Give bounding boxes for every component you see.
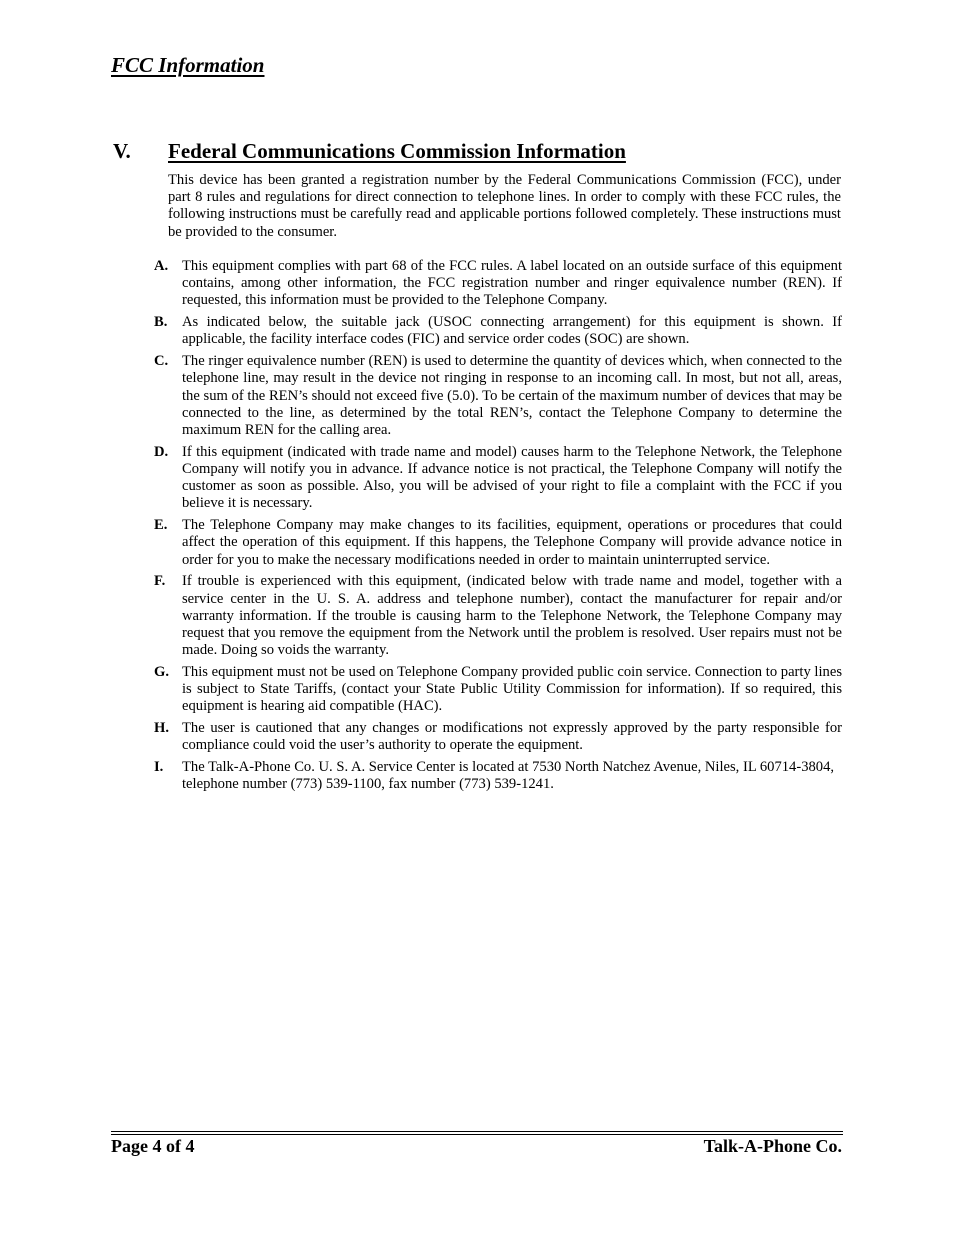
item-letter: B. xyxy=(154,314,168,331)
footer-divider xyxy=(111,1131,843,1135)
item-letter: F. xyxy=(154,573,166,590)
item-text: As indicated below, the suitable jack (USOC connecting arrangement) for this equipment is shown. If applicable, the facility interface codes (FIC) and service order codes (SOC) are shown. xyxy=(182,314,842,348)
item-text: This equipment must not be used on Telephone Company provided public coin service. Connection to party lines is subject to State Tariffs, (contact your State Public Utility Commission for information). If so required, this equipment is hearing aid compatible (HAC). xyxy=(182,664,842,715)
running-header-title: FCC Information xyxy=(111,53,265,77)
item-text: The ringer equivalence number (REN) is used to determine the quantity of devices which, when connected to the telephone line, may result in the device not ringing in response to an incoming call. In most, but not all, areas, the sum of the REN’s should not exceed five (5.0). To be certain of the maximum number of devices that may be connected to the line, as determined by the total REN’s, contact the Telephone Company to determine the maximum REN for the calling area. xyxy=(182,353,842,439)
list-item xyxy=(154,720,842,754)
item-text: If trouble is experienced with this equipment, (indicated below with trade name and model, together with a service center in the U. S. A. address and telephone number), contact the manufacturer for repair and/or warranty information. If the trouble is causing harm to the Telephone Network, the Telephone Company may request that you remove the equipment from the Network until the problem is resolved. User repairs must not be made. Doing so voids the warranty. xyxy=(182,573,842,659)
list-item xyxy=(154,517,842,569)
list-item xyxy=(154,258,842,310)
section-intro-paragraph: This device has been granted a registration number by the Federal Communications Commission (FCC), under part 8 rules and regulations for direct connection to telephone lines. In order to comply with these FCC rules, the following instructions must be carefully read and applicable portions followed completely. These instructions must be provided to the consumer. xyxy=(168,172,841,240)
item-text: The Talk-A-Phone Co. U. S. A. Service Center is located at 7530 North Natchez Avenue, Niles, IL 60714-3804, telephone number (773) 539-1100, fax number (773) 539-1241. xyxy=(182,759,835,793)
list-item xyxy=(154,664,842,716)
list-item xyxy=(154,353,842,439)
footer-company-name: Talk-A-Phone Co. xyxy=(703,1136,842,1156)
list-item xyxy=(154,573,842,659)
item-letter: E. xyxy=(154,517,168,534)
section-number: V. xyxy=(113,139,131,163)
footer-page-number: Page 4 of 4 xyxy=(111,1136,195,1156)
list-item xyxy=(154,444,842,513)
list-item xyxy=(154,314,842,348)
item-text: The user is cautioned that any changes or modifications not expressly approved by the party responsible for compliance could void the user’s authority to operate the equipment. xyxy=(182,720,842,754)
item-letter: I. xyxy=(154,759,164,776)
item-letter: C. xyxy=(154,353,169,370)
item-letter: H. xyxy=(154,720,169,737)
item-text: If this equipment (indicated with trade name and model) causes harm to the Telephone Network, the Telephone Company will notify you in advance. If advance notice is not practical, the Telephone Company will notify the customer as soon as possible. Also, you will be advised of your right to file a complaint with the FCC if you believe it is necessary. xyxy=(182,443,842,512)
instruction-list xyxy=(154,258,842,798)
item-letter: G. xyxy=(154,664,169,681)
item-text: The Telephone Company may make changes to its facilities, equipment, operations or procedures that could affect the operation of this equipment. If this happens, the Telephone Company will provide advance notice in order for you to make the necessary modifications needed in order to maintain uninterrupted service. xyxy=(182,517,842,568)
item-text: This equipment complies with part 68 of the FCC rules. A label located on an outside surface of this equipment contains, among other information, the FCC registration number and ringer equivalence number (REN). If requested, this information must be provided to the Telephone Company. xyxy=(182,258,842,309)
item-letter: A. xyxy=(154,258,169,274)
list-item xyxy=(154,759,842,793)
section-title: Federal Communications Commission Information xyxy=(168,139,626,163)
item-letter: D. xyxy=(154,443,169,460)
